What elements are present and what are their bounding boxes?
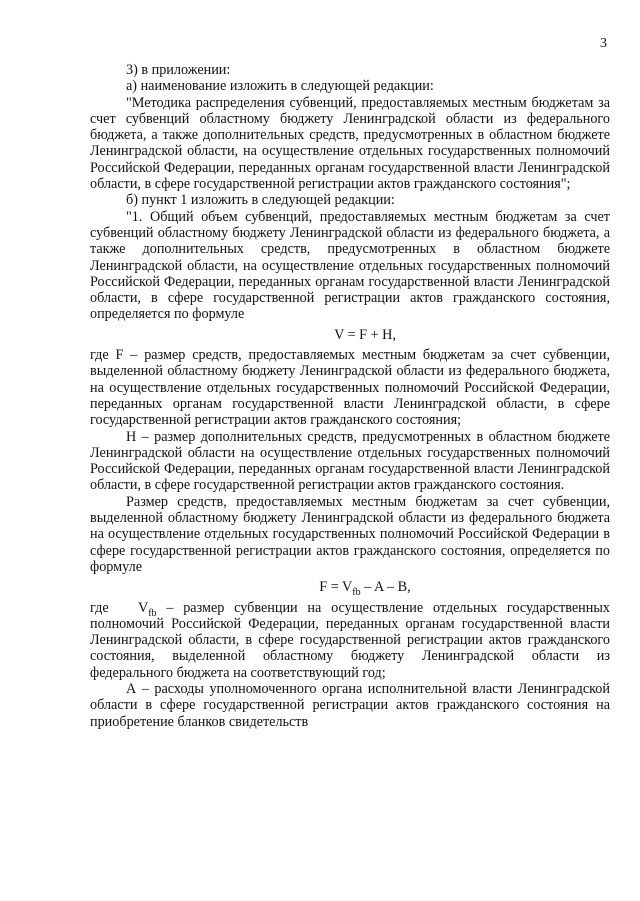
formula-f-lhs: F = V	[319, 579, 353, 596]
vfb-prefix: где $V_{fb}$	[90, 599, 157, 619]
paragraph-item-3: 3) в приложении:	[126, 62, 231, 78]
page-number: 3	[600, 36, 607, 51]
paragraph-sub-a: а) наименование изложить в следующей редакции:	[126, 78, 434, 95]
formula-f-rhs: – A – B,	[360, 579, 411, 596]
paragraph-federal-size: Размер средств, предоставляемых местным бюджетам за счет субвенции, выделенной областному бюджету Ленинградской области из федерального бюджета на осуществление отдельных государственных полномочий Российской Федерации в сфере государственной регистрации актов гражданского состояния, определяется по формуле	[90, 493, 610, 575]
vfb-symbol-base: V	[137, 599, 149, 616]
formula-f	[90, 579, 610, 599]
paragraph-definition-vfb	[90, 600, 610, 681]
paragraph-method-title: "Методика распределения субвенций, предоставляемых местным бюджетам за счет субвенций областному бюджету Ленинградской области из федерального бюджета, а также дополнительных средств, предусмотренных в областном бюджете Ленинградской области, на осуществление отдельных государственных полномочий Российской Федерации, переданных органам государственной власти Ленинградской области, в сфере государственной регистрации актов гражданского состояния";	[90, 94, 610, 193]
paragraph-definition-a: А – расходы уполномоченного органа исполнительной власти Ленинградской области в сфере государственной регистрации актов гражданского состояния на приобретение бланков свидетельств	[90, 680, 610, 730]
formula-total: V = F + H,	[334, 326, 396, 343]
paragraph-point-1: "1. Общий объем субвенций, предоставляемых местным бюджетам за счет субвенций областному бюджету Ленинградской области из федерального бюджета, а также дополнительных средств, предусмотренных в областном бюджете Ленинградской области, на осуществление отдельных государственных полномочий Российской Федерации, переданных органам государственной власти Ленинградской области, в сфере государственной регистрации актов гражданского состояния, определяется по формуле	[90, 208, 610, 323]
paragraph-sub-b: б) пункт 1 изложить в следующей редакции:	[126, 192, 395, 209]
vfb-definition-text: – размер субвенции на осуществление отдельных государственных полномочий Российской Федерации, переданных органам государственной власти Ленинградской области, в сфере государственной регистрации актов гражданского состояния, выделенной областному бюджету Ленинградской области из федерального бюджета на соответствующий год;	[90, 599, 610, 681]
vfb-symbol-subscript: fb	[148, 607, 157, 619]
formula-f-subscript: fb	[352, 587, 361, 599]
paragraph-definition-f: где F – размер средств, предоставляемых местным бюджетам за счет субвенции, выделенной областному бюджету Ленинградской области из федерального бюджета, на осуществление отдельных государственных полномочий Российской Федерации, переданных органам государственной власти Ленинградской области, в сфере государственной регистрации актов гражданского состояния;	[90, 347, 610, 429]
paragraph-definition-h: H – размер дополнительных средств, предусмотренных в областном бюджете Ленинградской области на осуществление отдельных государственных полномочий Российской Федерации, переданных органам государственной власти Ленинградской области, в сфере государственной регистрации актов гражданского состояния.	[90, 428, 610, 494]
document-body	[90, 62, 610, 730]
